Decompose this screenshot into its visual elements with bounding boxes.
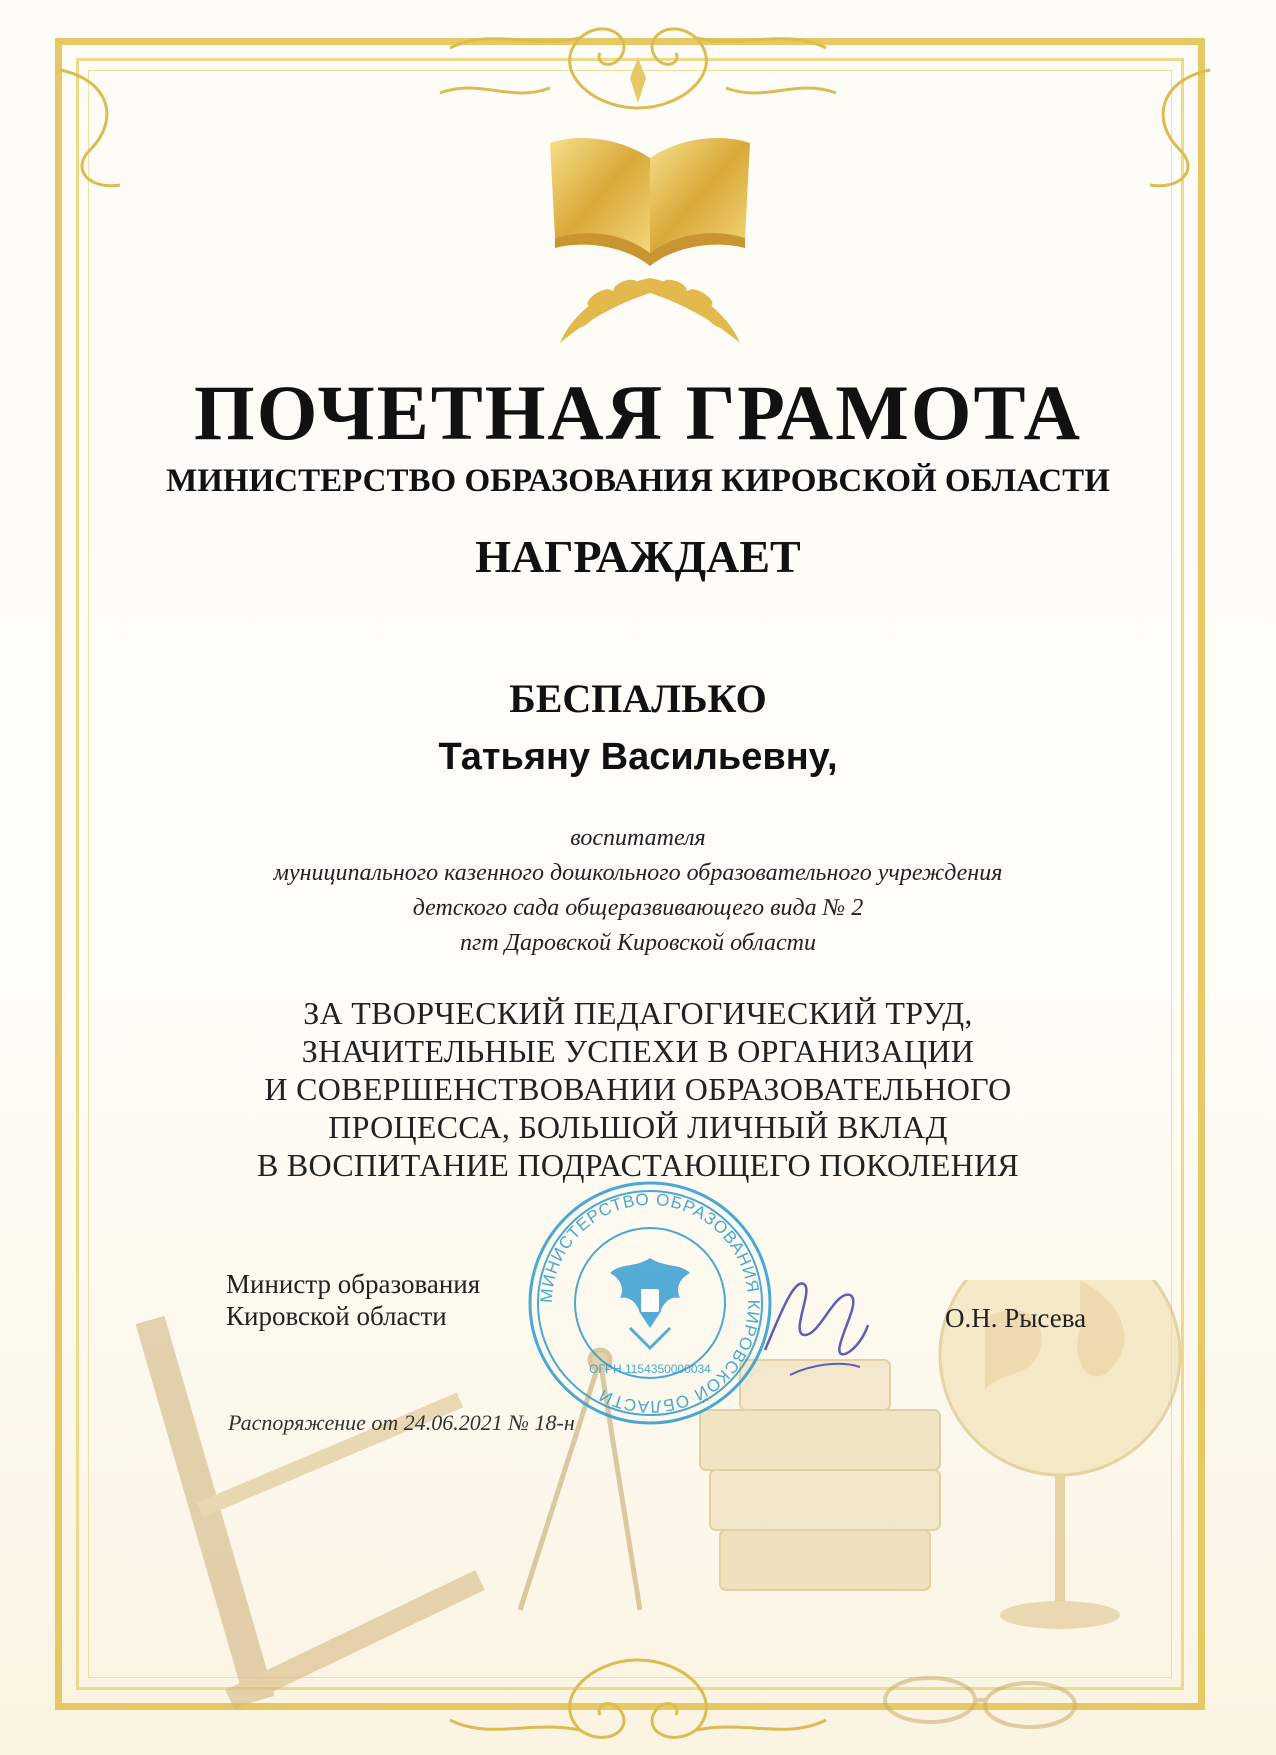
signatory-title-line: Министр образования [226,1269,481,1299]
recipient-given-names: Татьяну Васильевну, [438,736,838,778]
glasses-icon [885,1678,1075,1727]
position-line: детского сада общеразвивающего вида № 2 [412,895,864,921]
order-reference: Распоряжение от 24.06.2021 № 18-н [228,1410,575,1435]
certificate-title: ПОЧЕТНАЯ ГРАМОТА [194,369,1082,456]
right-ornament [1130,60,1220,200]
position-line: воспитателя [570,825,706,851]
signatory-title-line: Кировской области [226,1301,447,1331]
ruler-icon [150,1320,480,1700]
reason-line: И СОВЕРШЕНСТВОВАНИИ ОБРАЗОВАТЕЛЬНОГО [264,1071,1012,1107]
seal-ogrn: ОГРН 1154350000034 [589,1362,711,1376]
reason-line: В ВОСПИТАНИЕ ПОДРАСТАЮЩЕГО ПОКОЛЕНИЯ [256,1147,1020,1183]
reason-line: ЗНАЧИТЕЛЬНЫЕ УСПЕХИ В ОРГАНИЗАЦИИ [301,1033,975,1069]
top-ornament [430,8,846,118]
left-ornament [50,60,140,200]
seal-text: МИНИСТЕРСТВО ОБРАЗОВАНИЯ КИРОВСКОЙ ОБЛАСТИ [536,1189,764,1417]
signatory-title [226,1268,480,1332]
book-laurel-emblem [540,118,760,348]
recipient-surname: БЕСПАЛЬКО [509,676,767,721]
reason-line: ПРОЦЕССА, БОЛЬШОЙ ЛИЧНЫЙ ВКЛАД [328,1109,948,1145]
issuer-name: МИНИСТЕРСТВО ОБРАЗОВАНИЯ КИРОВСКОЙ ОБЛАСТИ [166,463,1110,499]
awards-heading: НАГРАЖДАЕТ [475,531,801,582]
position-line: муниципального казенного дошкольного образовательного учреждения [273,860,1003,886]
signatory-name: О.Н. Рысева [945,1303,1087,1333]
position-line: пгт Даровской Кировской области [460,930,816,956]
handwritten-signature [750,1255,880,1385]
double-eagle-icon [610,1258,690,1348]
official-seal [525,1178,775,1428]
reason-line: ЗА ТВОРЧЕСКИЙ ПЕДАГОГИЧЕСКИЙ ТРУД, [303,995,973,1031]
